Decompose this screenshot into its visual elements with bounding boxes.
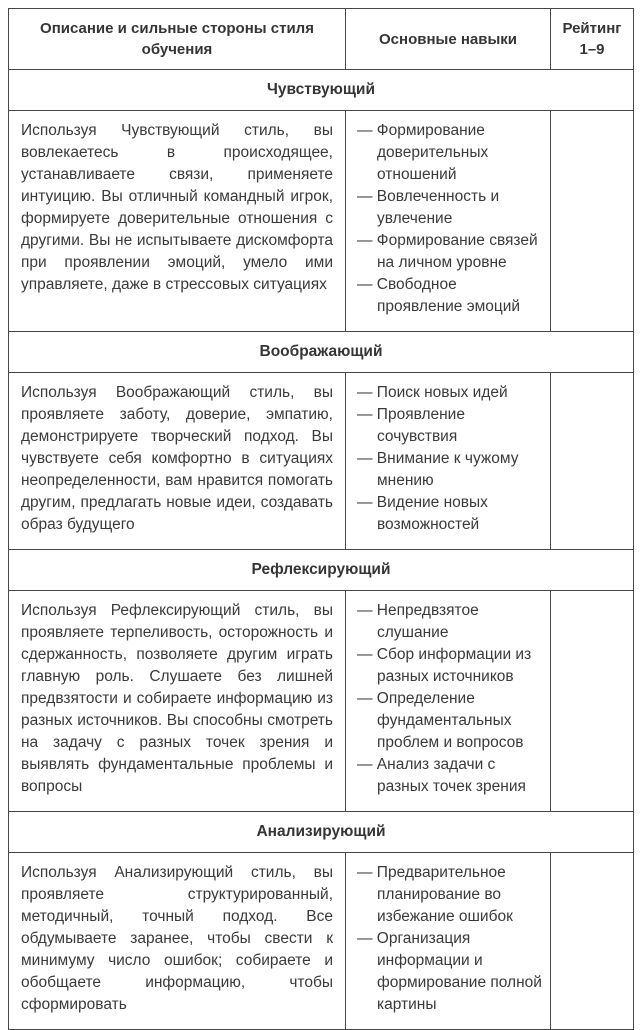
rating-cell-imagining: [551, 373, 634, 550]
skill-item: — Определение фундаментальных проблем и вопросов: [357, 690, 524, 751]
skill-item: — Организация информации и формирование полной картины: [357, 930, 542, 1013]
style-description-imagining: Используя Воображающий стиль, вы проявляете заботу, доверие, эмпатию, демонстрируете творческий подход. Вы чувствуете себя комфортно в ситуациях неопределенности, вам нравится помогать другим, предлагать новые идеи, создавать образ будущего: [9, 373, 346, 550]
section-title-analyzing: Анализирующий: [9, 812, 634, 853]
section-title-row-feeling: [9, 70, 634, 111]
section-title-row-imagining: [9, 332, 634, 373]
rating-cell-analyzing: [551, 853, 634, 1030]
skill-item: — Внимание к чужому мнению: [357, 450, 519, 489]
skill-item: — Видение новых возможностей: [357, 494, 488, 533]
section-title-feeling: Чувствующий: [9, 70, 634, 111]
skills-cell-imagining: [346, 373, 551, 550]
section-body-row-imagining: [9, 373, 634, 550]
skills-cell-analyzing: [346, 853, 551, 1030]
style-description-reflecting: Используя Рефлексирующий стиль, вы проявляете терпеливость, осторожность и сдержанность, позволяете другим играть главную роль. Слушаете без лишней предвзятости и собираете информацию из разных источников. Вы способны смотреть на задачу с разных точек зрения и выявлять фундаментальные проблемы и вопросы: [9, 591, 346, 812]
skill-item: — Предварительное планирование во избежание ошибок: [357, 864, 513, 925]
skill-item: — Вовлеченность и увлечение: [357, 188, 500, 227]
skill-item: — Поиск новых идей: [357, 384, 508, 401]
skill-item: — Свободное проявление эмоций: [357, 276, 521, 315]
skill-item: — Проявление сочувствия: [357, 406, 465, 445]
skill-item: — Формирование связей на личном уровне: [357, 232, 538, 271]
section-title-row-reflecting: [9, 550, 634, 591]
style-description-analyzing: Используя Анализирующий стиль, вы проявляете структурированный, методичный, точный подход. Все обдумываете заранее, чтобы свести к минимуму число ошибок; собираете и обобщаете информацию, чтобы сформировать: [9, 853, 346, 1030]
skill-item: — Непредвзятое слушание: [357, 602, 479, 641]
col-header-skills: Основные навыки: [346, 9, 551, 70]
learning-styles-table: [8, 8, 634, 1030]
skills-cell-reflecting: [346, 591, 551, 812]
section-title-reflecting: Рефлексирующий: [9, 550, 634, 591]
section-title-row-analyzing: [9, 812, 634, 853]
style-description-feeling: Используя Чувствующий стиль, вы вовлекаетесь в происходящее, устанавливаете связи, применяете интуицию. Вы отличный командный игрок, формируете доверительные отношения с другими. Вы не испытываете дискомфорта при проявлении эмоций, умело ими управляете, даже в стрессовых ситуациях: [9, 111, 346, 332]
col-header-description: Описание и сильные стороны стиля обучения: [9, 9, 346, 70]
section-title-imagining: Воображающий: [9, 332, 634, 373]
rating-cell-reflecting: [551, 591, 634, 812]
section-body-row-reflecting: [9, 591, 634, 812]
rating-cell-feeling: [551, 111, 634, 332]
section-body-row-feeling: [9, 111, 634, 332]
skills-cell-feeling: [346, 111, 551, 332]
section-body-row-analyzing: [9, 853, 634, 1030]
skill-item: — Сбор информации из разных источников: [357, 646, 532, 685]
col-header-rating: Рейтинг 1–9: [551, 9, 634, 70]
skill-item: — Формирование доверительных отношений: [357, 122, 489, 183]
skill-item: — Анализ задачи с разных точек зрения: [357, 756, 526, 795]
header-row: [9, 9, 634, 70]
